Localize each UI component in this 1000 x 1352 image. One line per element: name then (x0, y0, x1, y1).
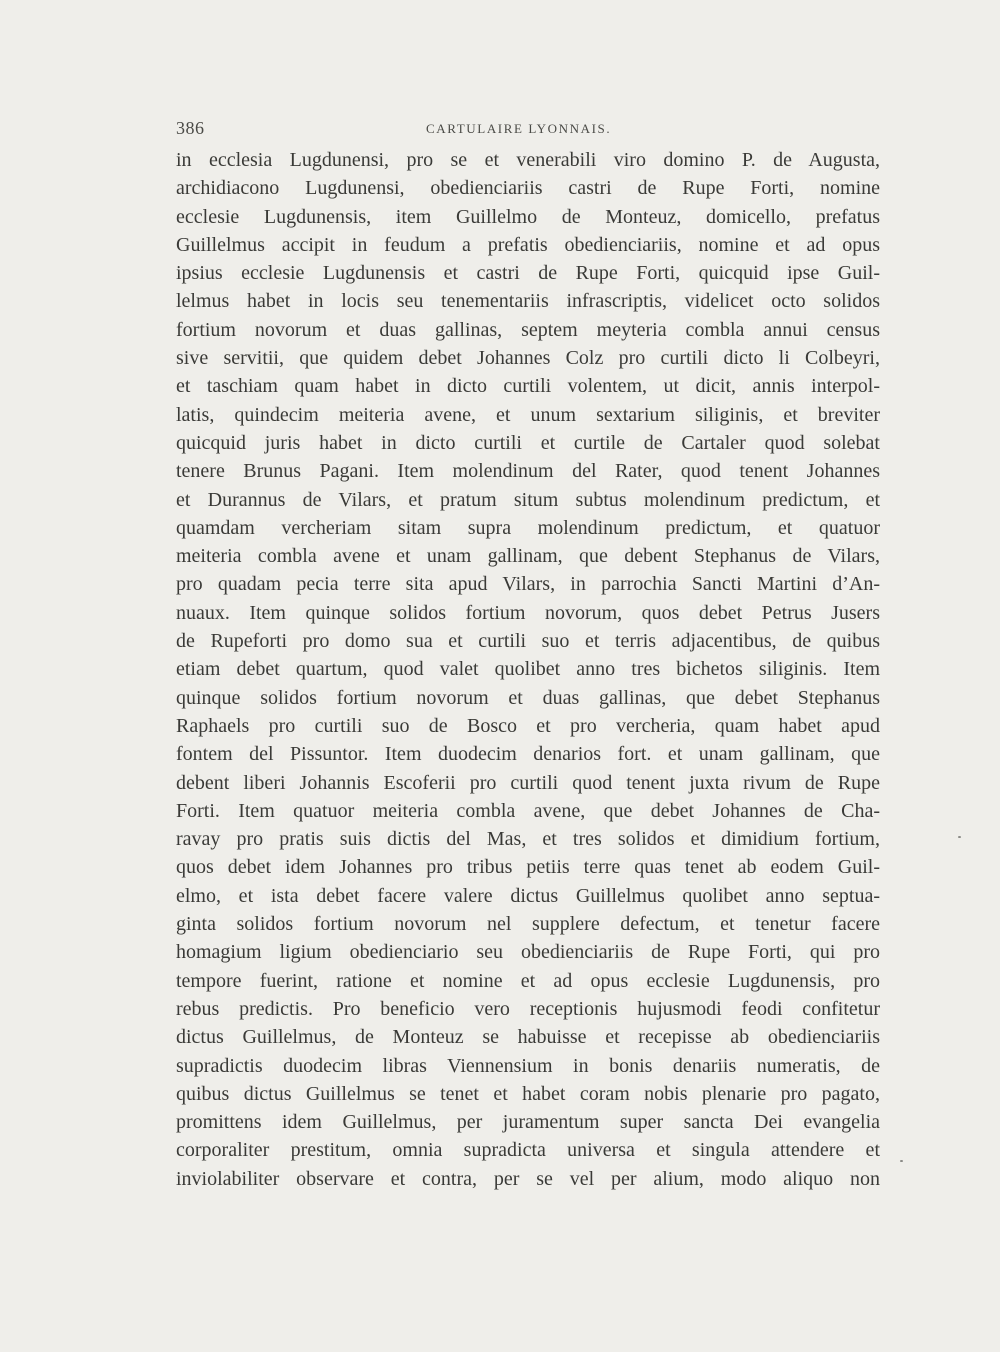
text-line: Guillelmus accipit in feudum a prefatis obedienciariis, nomine et ad opus (176, 233, 880, 256)
text-line: etiam debet quartum, quod valet quolibet anno tres bichetos siliginis. Item (176, 658, 880, 681)
text-line: nuaux. Item quinque solidos fortium novorum, quos debet Petrus Jusers (176, 601, 880, 624)
text-line: rebus predictis. Pro beneficio vero receptionis hujusmodi feodi confitetur (176, 997, 880, 1020)
text-line: elmo, et ista debet facere valere dictus Guillelmus quolibet anno septua- (176, 884, 880, 907)
paper-speck (900, 1160, 903, 1162)
page-header (176, 118, 880, 142)
running-title: CARTULAIRE LYONNAIS. (426, 121, 612, 136)
text-line: meiteria combla avene et unam gallinam, que debent Stephanus de Vilars, (176, 545, 880, 568)
page-number: 386 (176, 118, 205, 138)
text-line: sive servitii, que quidem debet Johannes Colz pro curtili dicto li Colbeyri, (176, 347, 880, 370)
text-line: archidiacono Lugdunensi, obedienciariis castri de Rupe Forti, nomine (176, 177, 880, 200)
text-line: ecclesie Lugdunensis, item Guillelmo de Monteuz, domicello, prefatus (176, 205, 880, 228)
text-line: de Rupeforti pro domo sua et curtili suo et terris adjacentibus, de quibus (176, 630, 880, 653)
text-line: dictus Guillelmus, de Monteuz se habuisse et recepisse ab obedienciariis (176, 1026, 880, 1049)
text-line: et Durannus de Vilars, et pratum situm subtus molendinum predictum, et (176, 488, 880, 511)
text-line: quamdam vercheriam sitam supra molendinum predictum, et quatuor (176, 516, 880, 539)
text-line: homagium ligium obedienciario seu obedienciariis de Rupe Forti, qui pro (176, 941, 880, 964)
text-line: ipsius ecclesie Lugdunensis et castri de Rupe Forti, quicquid ipse Guil- (176, 262, 880, 285)
body-text (176, 146, 880, 1193)
text-line: Raphaels pro curtili suo de Bosco et pro vercheria, quam habet apud (176, 714, 880, 737)
text-line: fortium novorum et duas gallinas, septem meyteria combla annui census (176, 318, 880, 341)
text-line: inviolabiliter observare et contra, per se vel per alium, modo aliquo non (176, 1167, 880, 1190)
text-line: et taschiam quam habet in dicto curtili volentem, ut dicit, annis interpol- (176, 375, 880, 398)
text-line: corporaliter prestitum, omnia supradicta universa et singula attendere et (176, 1139, 880, 1162)
text-line: latis, quindecim meiteria avene, et unum sextarium siliginis, et breviter (176, 403, 880, 426)
text-line: in ecclesia Lugdunensi, pro se et venerabili viro domino P. de Augusta, (176, 149, 880, 171)
text-line: Forti. Item quatuor meiteria combla avene, que debet Johannes de Cha- (176, 799, 880, 822)
text-line: debent liberi Johannis Escoferii pro curtili quod tenent juxta rivum de Rupe (176, 771, 880, 794)
text-line: ginta solidos fortium novorum nel supplere defectum, et tenetur facere (176, 913, 880, 936)
text-line: tempore fuerint, ratione et nomine et ad opus ecclesie Lugdunensis, pro (176, 969, 880, 992)
text-line: quibus dictus Guillelmus se tenet et habet coram nobis plenarie pro pagato, (176, 1082, 880, 1105)
text-line: promittens idem Guillelmus, per juramentum super sancta Dei evangelia (176, 1111, 880, 1134)
text-line: tenere Brunus Pagani. Item molendinum del Rater, quod tenent Johannes (176, 460, 880, 483)
text-line: quinque solidos fortium novorum et duas gallinas, que debet Stephanus (176, 686, 880, 709)
paper-speck (958, 836, 961, 838)
text-line: quos debet idem Johannes pro tribus petiis terre quas tenet ab eodem Guil- (176, 856, 880, 879)
text-line: ravay pro pratis suis dictis del Mas, et tres solidos et dimidium fortium, (176, 828, 880, 851)
text-line: pro quadam pecia terre sita apud Vilars, in parrochia Sancti Martini d’An- (176, 573, 880, 596)
text-line: fontem del Pissuntor. Item duodecim denarios fort. et unam gallinam, que (176, 743, 880, 766)
text-line: lelmus habet in locis seu tenementariis infrascriptis, videlicet octo solidos (176, 290, 880, 313)
text-line: quicquid juris habet in dicto curtili et curtile de Cartaler quod solebat (176, 431, 880, 454)
text-line: supradictis duodecim libras Viennensium in bonis denariis numeratis, de (176, 1054, 880, 1077)
